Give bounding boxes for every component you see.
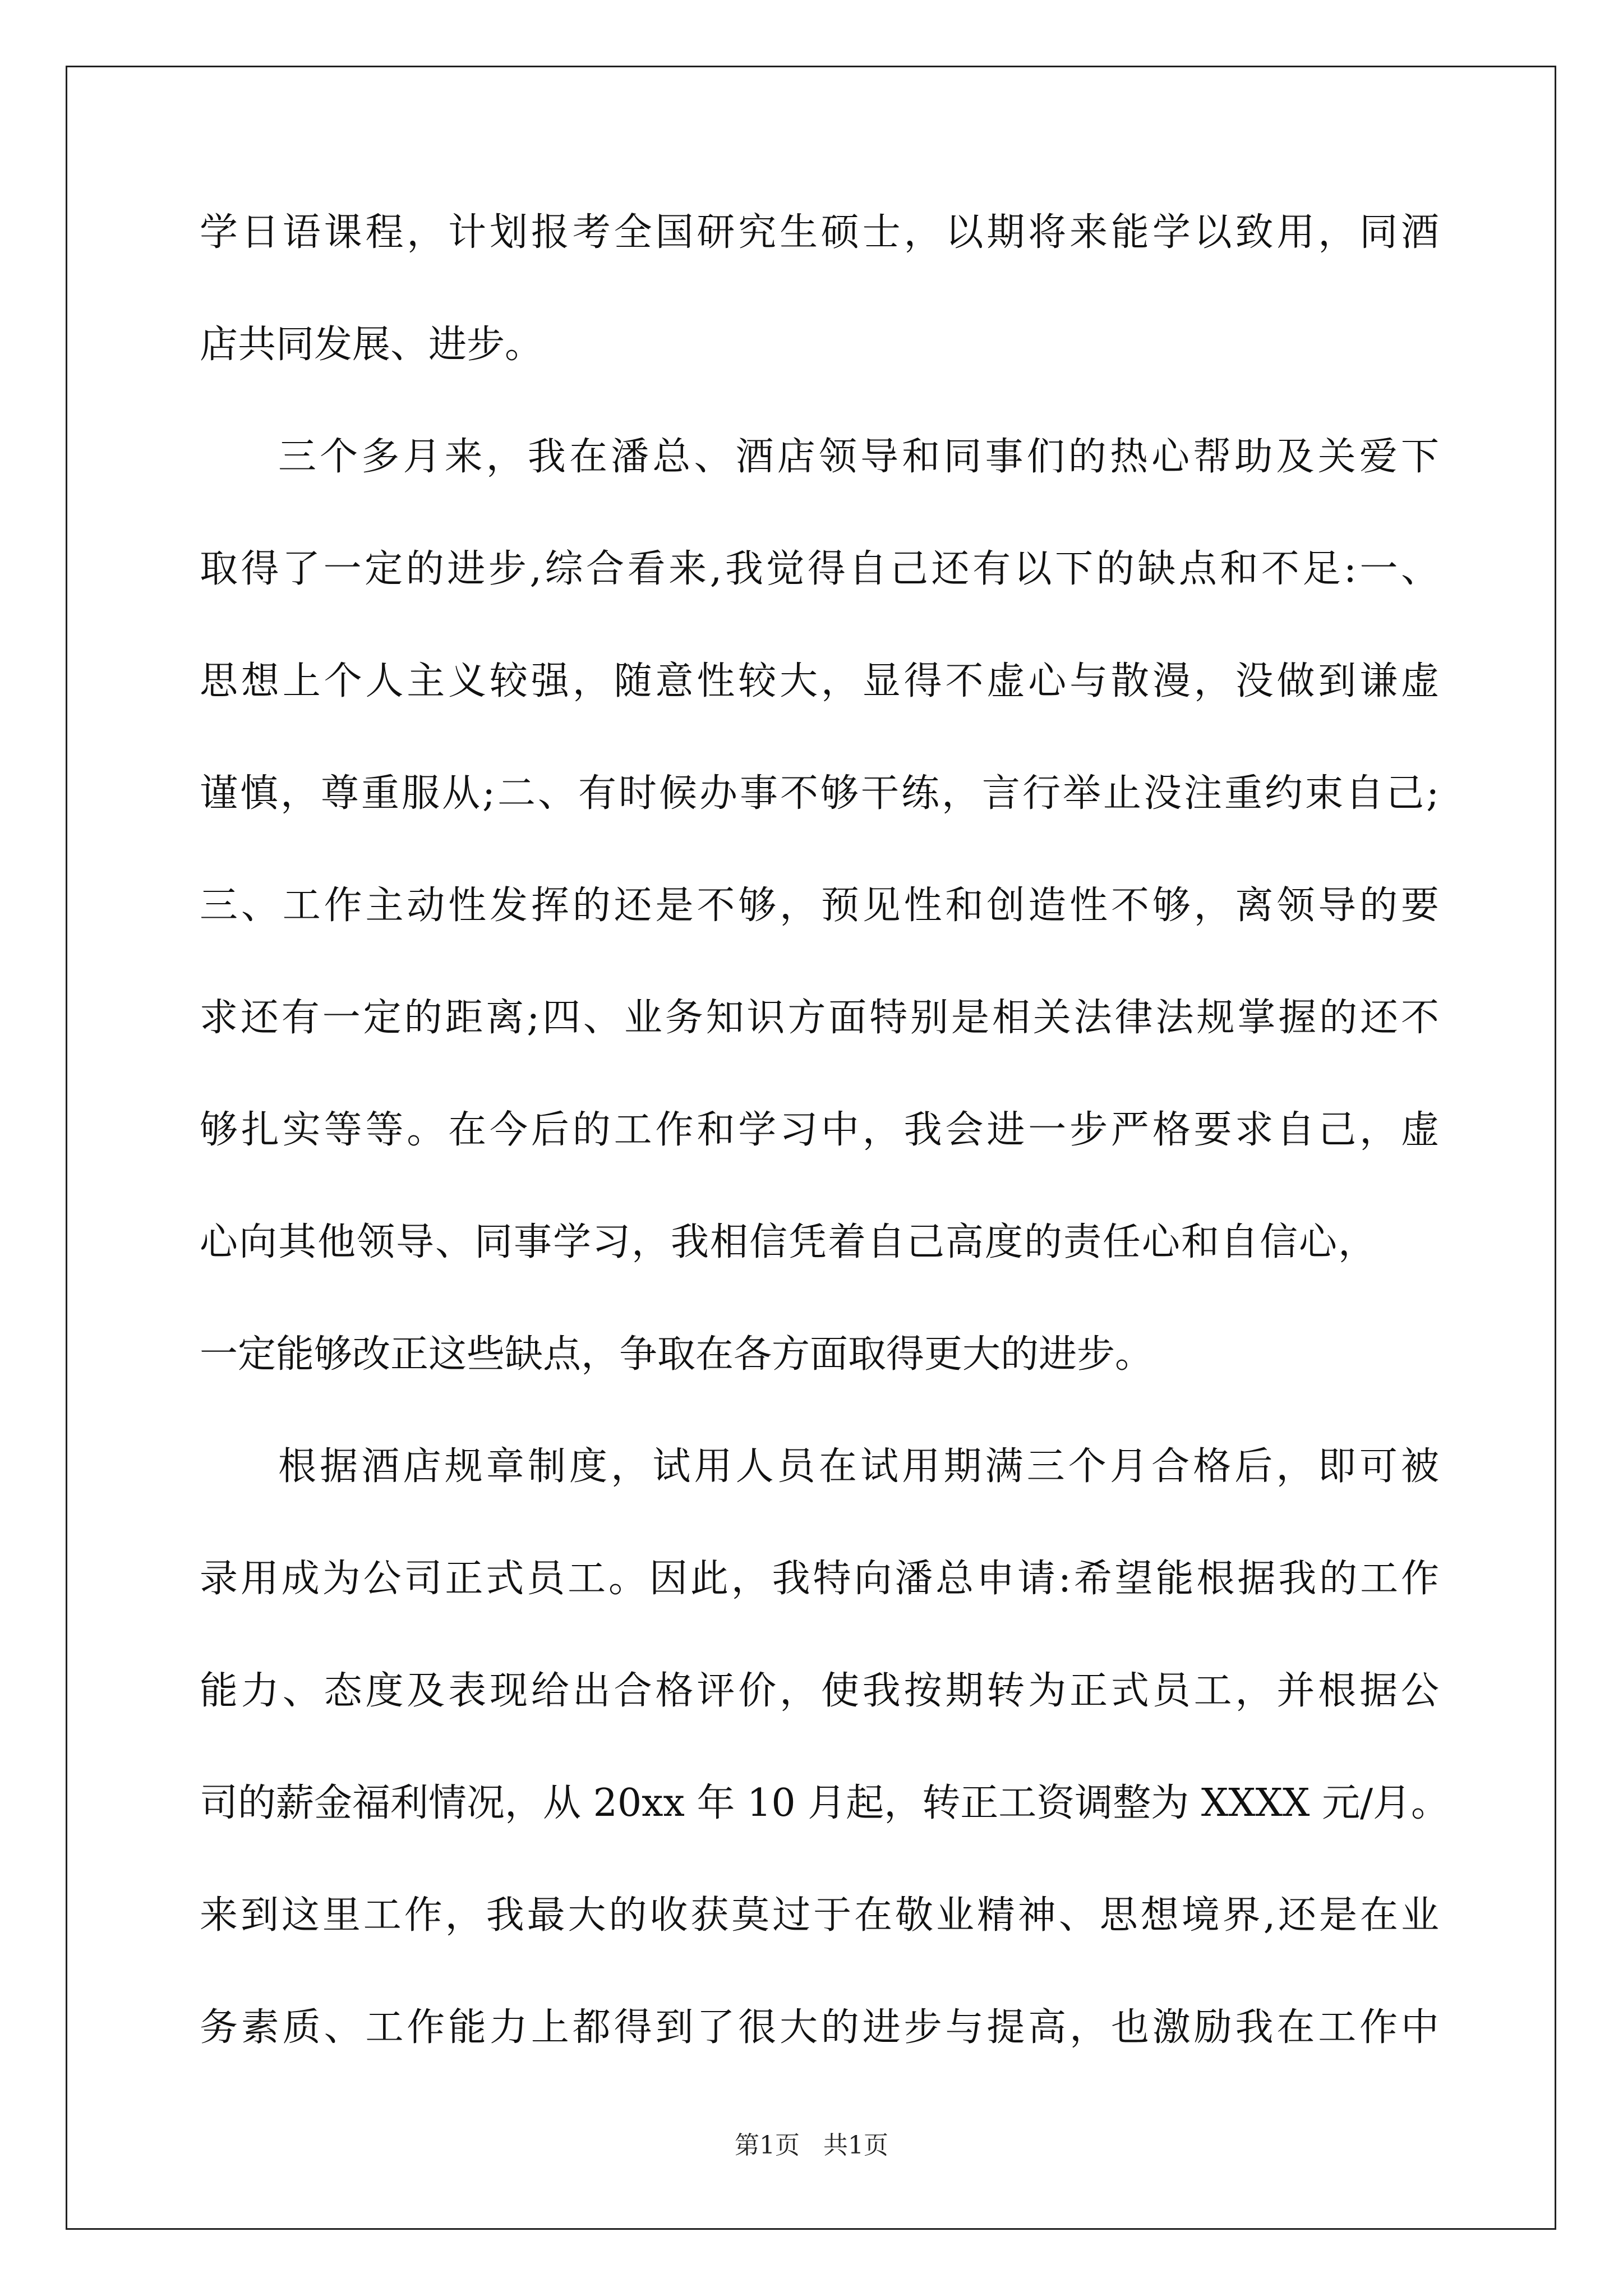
text-line: 能力、态度及表现给出合格评价，使我按期转为正式员工，并根据公 [200, 1669, 1439, 1713]
text-line: 思想上个人主义较强，随意性较大，显得不虚心与散漫，没做到谦虚 [200, 659, 1439, 703]
text-line: 求还有一定的距离;四、业务知识方面特别是相关法律法规掌握的还不 [200, 996, 1439, 1040]
text-line: 谨慎，尊重服从;二、有时候办事不够干练，言行举止没注重约束自己; [200, 771, 1439, 816]
text-line: 司的薪金福利情况，从 20xx 年 10 月起，转正工资调整为 XXXX 元/月。 [200, 1781, 1449, 1825]
page-footer: 第1页 共1页 [735, 2131, 888, 2160]
text-line: 三、工作主动性发挥的还是不够，预见性和创造性不够，离领导的要 [200, 884, 1439, 928]
text-line: 学日语课程，计划报考全国研究生硕士，以期将来能学以致用，同酒 [200, 210, 1439, 255]
text-line: 店共同发展、进步。 [200, 323, 543, 367]
text-line: 务素质、工作能力上都得到了很大的进步与提高，也激励我在工作中 [200, 2005, 1439, 2050]
text-line: 够扎实等等。在今后的工作和学习中，我会进一步严格要求自己，虚 [200, 1108, 1439, 1152]
text-line: 取得了一定的进步,综合看来,我觉得自己还有以下的缺点和不足:一、 [200, 547, 1439, 591]
paragraph-first-line: 三个多月来，我在潘总、酒店领导和同事们的热心帮助及关爱下 [278, 435, 1439, 479]
text-line: 来到这里工作，我最大的收获莫过于在敬业精神、思想境界,还是在业 [200, 1893, 1439, 1938]
text-line: 录用成为公司正式员工。因此，我特向潘总申请:希望能根据我的工作 [200, 1557, 1439, 1601]
text-line: 一定能够改正这些缺点，争取在各方面取得更大的进步。 [200, 1332, 1154, 1377]
text-line: 心向其他领导、同事学习，我相信凭着自己高度的责任心和自信心， [200, 1220, 1378, 1264]
paragraph-first-line: 根据酒店规章制度，试用人员在试用期满三个月合格后，即可被 [278, 1444, 1439, 1489]
